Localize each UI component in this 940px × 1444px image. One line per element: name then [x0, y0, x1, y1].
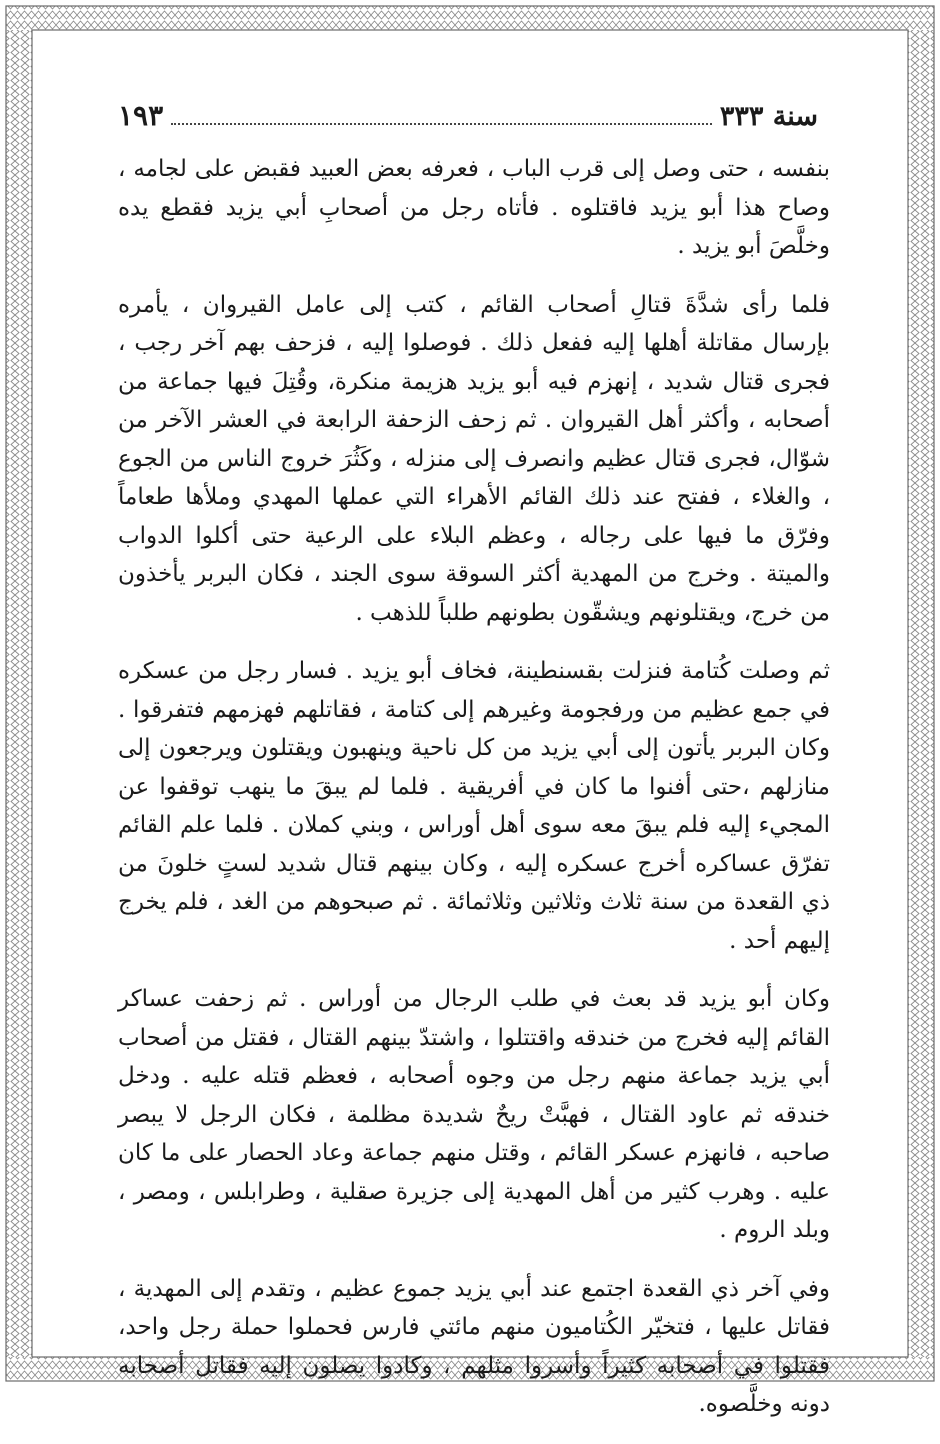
body-text: [118, 150, 830, 1444]
paragraph: بنفسه ، حتى وصل إلى قرب الباب ، فعرفه بعض العبيد فقبض على لجامه ، وصاح هذا أبو يزيد فاقتلوه . فأتاه رجل من أصحابِ أبي يزيد فقطع يده وخلَّصَ أبو يزيد .: [118, 156, 830, 259]
paragraph: وفي آخر ذي القعدة اجتمع عند أبي يزيد جموع عظيم ، وتقدم إلى المهدية ، فقاتل عليها ، فتخيّر الكُتاميون منهم مائتي فارس فحملوا حملة رجل واحد، فقتلوا في أصحابه كثيراً وأسروا مثلهم ، وكادوا يصلون إليه فقاتل أصحابه دونه وخلَّصوه.: [118, 1275, 831, 1417]
paragraph: وكان أبو يزيد قد بعث في طلب الرجال من أوراس . ثم زحفت عساكر القائم إليه فخرج من خندقه واقتتلوا ، واشتدّ بينهم القتال ، فقتل من أصحاب أبي يزيد جماعة منهم رجل من وجوه أصحابه ، فعظم قتله عليه . ودخل خندقه ثم عاود القتال ، فهبَّتْ ريحٌ شديدة مظلمة ، فكان الرجل لا يبصر صاحبه ، فانهزم عسكر القائم ، وقتل منهم جماعة وعاد الحصار على ما كان عليه . وهرب كثير من أهل المهدية إلى جزيرة صقلية ، وطرابلس ، ومصر ، وبلد الروم .: [118, 986, 830, 1243]
paragraph: ثم وصلت كُتامة فنزلت بقسنطينة، فخاف أبو يزيد . فسار رجل من عسكره في جمع عظيم من ورفجومة وغيرهم إلى كتامة ، فقاتلهم فهزمهم فتفرقوا . وكان البربر يأتون إلى أبي يزيد من كل ناحية وينهبون ويقتلون ويرجعون إلى منازلهم ،حتى أفنوا ما كان في أفريقية . فلما لم يبقَ ما ينهب توقفوا عن المجيء إليه فلم يبقَ معه سوى أهل أوراس ، وبني كملان . فلما علم القائم تفرّق عساكره أخرج عسكره إليه ، وكان بينهم قتال شديد لستٍ خلونَ من ذي القعدة من سنة ثلاث وثلاثين وثلاثمائة . ثم صبحوهم من الغد ، فلم يخرج إليهم أحد .: [118, 658, 830, 954]
paragraph: فلما رأى شدَّةَ قتالِ أصحاب القائم ، كتب إلى عامل القيروان ، يأمره بإرسال مقاتلة أهلها إليه ففعل ذلك . فوصلوا إليه ، فزحف بهم آخر رجب ، فجرى قتال شديد ، إنهزم فيه أبو يزيد هزيمة منكرة، وقُتِلَ فيها جماعة من أصحابه ، وأكثر أهل القيروان . ثم زحف الزحفة الرابعة في العشر الآخر من شوّال، فجرى قتال عظيم وانصرف إلى منزله ، وكَثُرَ خروج الناس من الجوع ، والغلاء ، ففتح عند ذلك القائم الأهراء التي عملها المهدي وملأها طعاماً وفرّق ما فيها على رجاله ، وعظم البلاء على الرعية حتى أكلوا الدواب والميتة . وخرج من المهدية أكثر السوقة سوى الجند ، فكان البربر يأخذون من خرج، ويقتلونهم ويشقّون بطونهم طلباً للذهب .: [118, 291, 830, 626]
page-number: ١٩٣: [118, 99, 164, 132]
running-head: سنة ٣٣٣: [719, 101, 818, 132]
header-dotted-rule: [171, 123, 712, 125]
page-header: [118, 92, 818, 132]
